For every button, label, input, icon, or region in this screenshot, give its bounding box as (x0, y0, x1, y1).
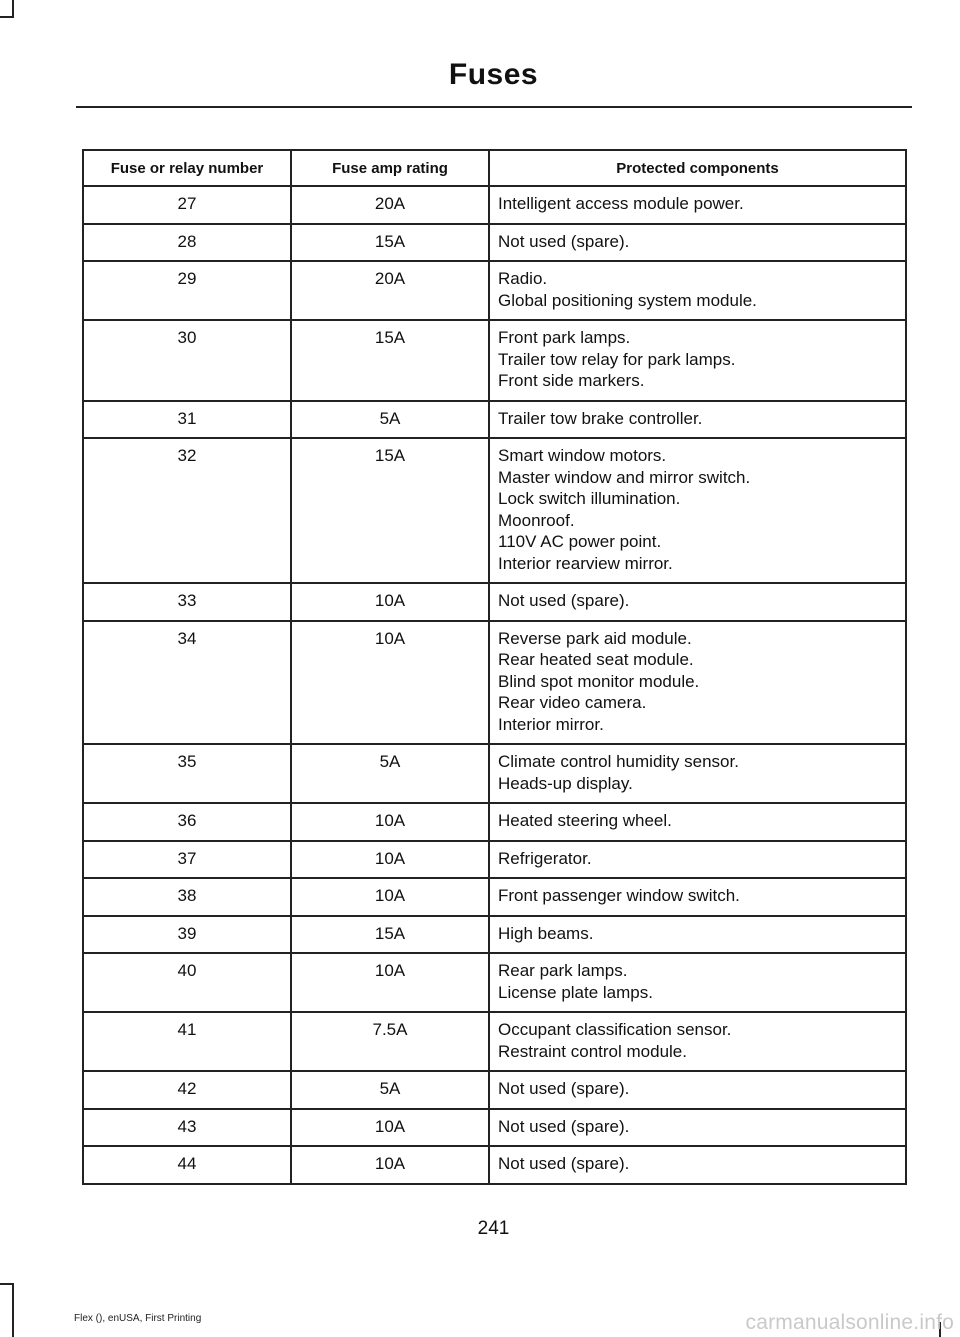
component-line: Rear heated seat module. (498, 650, 694, 669)
amp-rating-cell: 5A (291, 401, 489, 439)
table-row (83, 224, 906, 262)
table-row (83, 1109, 906, 1147)
protected-components-cell (489, 261, 906, 320)
fuse-number-cell: 39 (83, 916, 291, 954)
protected-components-cell (489, 1109, 906, 1147)
protected-components-cell (489, 621, 906, 745)
protected-components-cell (489, 744, 906, 803)
component-line: Not used (spare). (498, 1116, 630, 1136)
component-line: License plate lamps. (498, 982, 653, 1002)
fuse-number-cell: 38 (83, 878, 291, 916)
component-line: Global positioning system module. (498, 290, 757, 310)
amp-rating-cell: 10A (291, 1109, 489, 1147)
protected-components-cell (489, 1012, 906, 1071)
protected-components-cell (489, 878, 906, 916)
crop-mark-top-left (0, 16, 14, 18)
amp-rating-cell: 10A (291, 953, 489, 1012)
component-line: Intelligent access module power. (498, 194, 744, 213)
page-number: 241 (477, 1218, 510, 1239)
component-line: 110V AC power point. (498, 532, 662, 551)
fuse-table-body (83, 186, 906, 1184)
amp-rating-cell: 15A (291, 320, 489, 401)
amp-rating-cell: 5A (291, 744, 489, 803)
table-row (83, 621, 906, 745)
fuse-number-cell: 27 (83, 186, 291, 224)
protected-components-cell (489, 438, 906, 583)
fuse-number-cell: 36 (83, 803, 291, 841)
component-line: Lock switch illumination. (498, 489, 681, 508)
component-line: Heads-up display. (498, 773, 633, 793)
table-row (83, 261, 906, 320)
protected-components-cell (489, 916, 906, 954)
protected-components-cell (489, 186, 906, 224)
column-header-fuse-number: Fuse or relay number (83, 150, 291, 186)
amp-rating-cell: 10A (291, 1146, 489, 1184)
amp-rating-cell: 10A (291, 878, 489, 916)
protected-components-cell (489, 1146, 906, 1184)
header-divider (76, 106, 912, 108)
fuse-number-cell: 33 (83, 583, 291, 621)
fuse-number-cell: 34 (83, 621, 291, 745)
component-line: Climate control humidity sensor. (498, 752, 739, 771)
component-line: Master window and mirror switch. (498, 467, 751, 487)
component-line: Not used (spare). (498, 591, 630, 610)
fuse-number-cell: 28 (83, 224, 291, 262)
component-line: Trailer tow brake controller. (498, 408, 703, 428)
table-row (83, 438, 906, 583)
amp-rating-cell: 10A (291, 621, 489, 745)
component-line: Refrigerator. (498, 848, 592, 868)
table-row (83, 803, 906, 841)
fuse-number-cell: 43 (83, 1109, 291, 1147)
component-line: Interior mirror. (498, 714, 604, 734)
crop-mark-bottom-left (12, 1283, 14, 1337)
amp-rating-cell: 10A (291, 803, 489, 841)
amp-rating-cell: 10A (291, 841, 489, 879)
table-row (83, 1071, 906, 1109)
amp-rating-cell: 15A (291, 916, 489, 954)
component-line: Interior rearview mirror. (498, 553, 673, 573)
protected-components-cell (489, 1071, 906, 1109)
amp-rating-cell: 15A (291, 224, 489, 262)
amp-rating-cell: 15A (291, 438, 489, 583)
component-line: Rear park lamps. (498, 961, 628, 980)
component-line: Not used (spare). (498, 1079, 630, 1098)
component-line: Rear video camera. (498, 693, 647, 712)
page-title: Fuses (448, 58, 539, 91)
component-line: Trailer tow relay for park lamps. (498, 349, 736, 369)
table-row (83, 841, 906, 879)
table-row (83, 583, 906, 621)
component-line: Smart window motors. (498, 446, 667, 465)
protected-components-cell (489, 953, 906, 1012)
fuse-number-cell: 40 (83, 953, 291, 1012)
component-line: Front park lamps. (498, 328, 631, 347)
fuse-number-cell: 32 (83, 438, 291, 583)
component-line: Restraint control module. (498, 1041, 687, 1061)
component-line: Not used (spare). (498, 231, 630, 251)
fuse-number-cell: 29 (83, 261, 291, 320)
component-line: Front passenger window switch. (498, 886, 740, 905)
component-line: High beams. (498, 923, 594, 943)
table-row (83, 320, 906, 401)
amp-rating-cell: 7.5A (291, 1012, 489, 1071)
fuse-number-cell: 41 (83, 1012, 291, 1071)
amp-rating-cell: 10A (291, 583, 489, 621)
protected-components-cell (489, 320, 906, 401)
amp-rating-cell: 5A (291, 1071, 489, 1109)
fuse-table (82, 149, 907, 1185)
fuse-number-cell: 42 (83, 1071, 291, 1109)
fuse-number-cell: 44 (83, 1146, 291, 1184)
component-line: Reverse park aid module. (498, 628, 692, 648)
component-line: Occupant classification sensor. (498, 1020, 732, 1039)
protected-components-cell (489, 803, 906, 841)
amp-rating-cell: 20A (291, 186, 489, 224)
table-row (83, 1146, 906, 1184)
table-row (83, 401, 906, 439)
watermark: carmanualsonline.info (745, 1311, 954, 1334)
amp-rating-cell: 20A (291, 261, 489, 320)
fuse-number-cell: 37 (83, 841, 291, 879)
protected-components-cell (489, 224, 906, 262)
table-row (83, 744, 906, 803)
component-line: Heated steering wheel. (498, 811, 672, 830)
table-row (83, 186, 906, 224)
protected-components-cell (489, 841, 906, 879)
component-line: Not used (spare). (498, 1154, 630, 1173)
crop-mark-bottom-left (0, 1283, 14, 1285)
component-line: Front side markers. (498, 371, 645, 390)
fuse-number-cell: 35 (83, 744, 291, 803)
component-line: Moonroof. (498, 510, 575, 530)
component-line: Radio. (498, 269, 548, 288)
footer-edition-text: Flex (), enUSA, First Printing (74, 1313, 202, 1324)
table-row (83, 1012, 906, 1071)
fuse-number-cell: 31 (83, 401, 291, 439)
table-header-row (83, 150, 906, 186)
protected-components-cell (489, 401, 906, 439)
table-row (83, 916, 906, 954)
protected-components-cell (489, 583, 906, 621)
column-header-protected-components: Protected components (489, 150, 906, 186)
table-row (83, 953, 906, 1012)
table-row (83, 878, 906, 916)
fuse-number-cell: 30 (83, 320, 291, 401)
component-line: Blind spot monitor module. (498, 671, 700, 691)
column-header-amp-rating: Fuse amp rating (291, 150, 489, 186)
